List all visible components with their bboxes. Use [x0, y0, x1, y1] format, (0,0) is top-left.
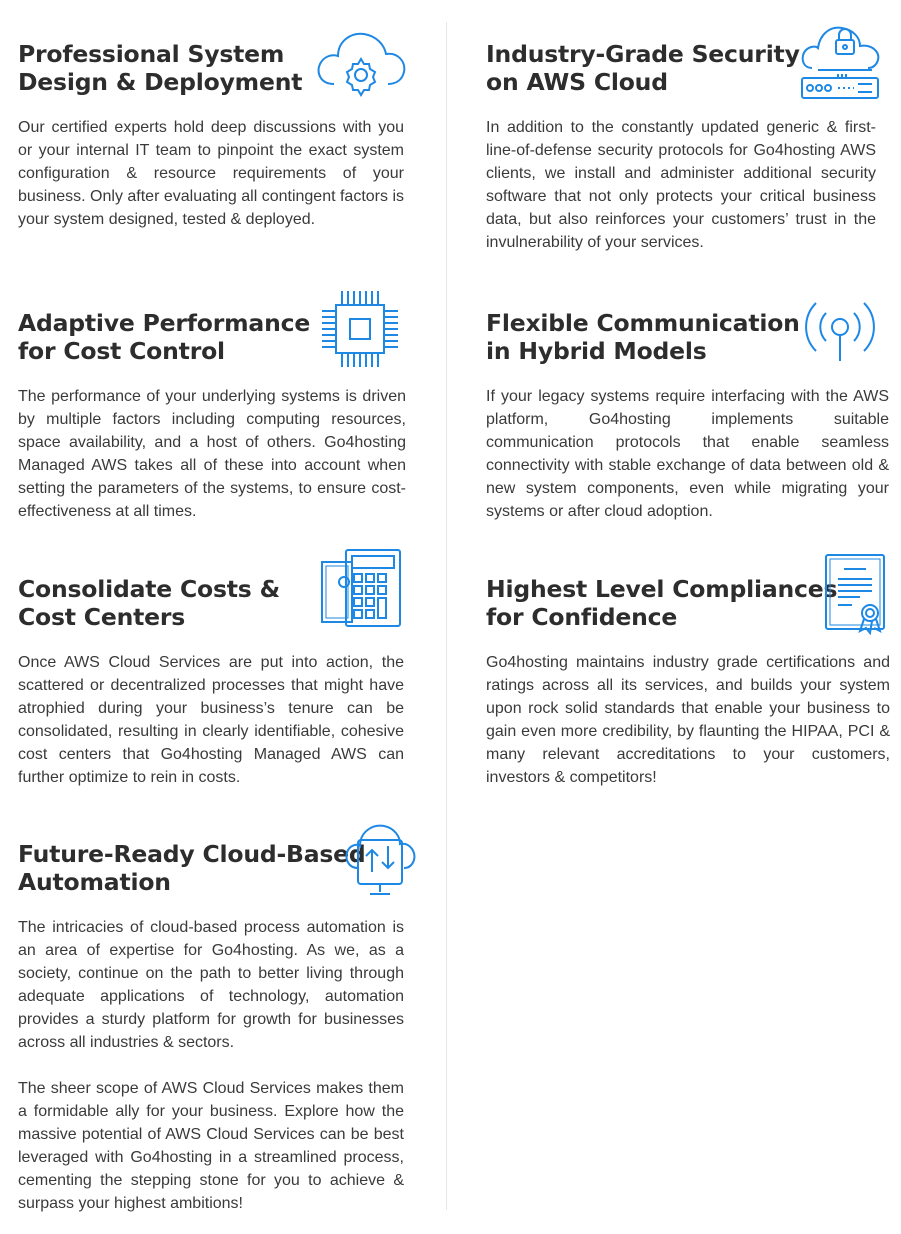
- feature-description: The performance of your underlying systems is driven by multiple factors including computing resources, space availability, and a host of others. Go4hosting Managed AWS takes all of these into account when setting the parameters of the systems, to ensure cost-effectiveness at all times.: [18, 388, 406, 520]
- feature-flexible-communication: [486, 309, 891, 529]
- cloud-lock-server-icon: [798, 18, 882, 102]
- cloud-monitor-sync-icon: [344, 820, 416, 898]
- feature-description: If your legacy systems require interfacing with the AWS platform, Go4hosting implements suitable communication protocols that enable seamless connectivity with stable exchange of data between old & new system components, even while migrating your systems or after cloud adoption.: [486, 388, 889, 520]
- feature-description: Go4hosting maintains industry grade certifications and ratings across all its services, and builds your system upon rock solid standards that enable your business to gain even more credibility, by flaunting the HIPAA, PCI & many relevant accreditations to your customers, investors & competitors!: [486, 654, 890, 786]
- feature-title: Industry-Grade Security on AWS Cloud: [486, 40, 800, 96]
- feature-description: Once AWS Cloud Services are put into action, the scattered or decentralized processes that might have atrophied during your business’s tenure can be consolidated, resulting in clearly identifiable, cohesive cost centers that Go4hosting Managed AWS can further optimize to rein in costs.: [18, 654, 404, 786]
- feature-description: In addition to the constantly updated generic & first-line-of-defense security protocols for Go4hosting AWS clients, we install and administer additional security software that not only protects your critical business data, but also reinforces your customers’ trust in the invulnerability of your services.: [486, 119, 876, 251]
- feature-adaptive-performance: [18, 309, 408, 529]
- feature-title: Adaptive Performance for Cost Control: [18, 309, 311, 365]
- feature-automation: [18, 840, 410, 1220]
- feature-title: Highest Level Compliances for Confidence: [486, 575, 838, 631]
- feature-security: [486, 40, 886, 260]
- certificate-icon: [824, 553, 888, 635]
- feature-title: Consolidate Costs & Cost Centers: [18, 575, 280, 631]
- feature-title: Future-Ready Cloud-Based Automation: [18, 840, 366, 896]
- feature-description: Our certified experts hold deep discussions with you or your internal IT team to pinpoint the exact system configuration & resource requirements of your business. Only after evaluating all contingent factors is your system designed, tested & deployed.: [18, 119, 404, 228]
- cloud-gear-icon: [314, 26, 408, 102]
- feature-compliances: [486, 575, 891, 795]
- column-divider: [446, 22, 447, 1210]
- calculator-money-icon: [320, 548, 402, 630]
- cpu-chip-icon: [320, 289, 400, 369]
- feature-consolidate-costs: [18, 575, 408, 795]
- feature-title: Flexible Communication in Hybrid Models: [486, 309, 800, 365]
- antenna-signal-icon: [802, 295, 878, 365]
- feature-system-design: [18, 40, 408, 240]
- feature-title: Professional System Design & Deployment: [18, 40, 303, 96]
- feature-description: The intricacies of cloud-based process automation is an area of expertise for Go4hosting. As we, as a society, continue on the path to better living through adequate applications of technology, automation provides a sturdy platform for growth for businesses across all industries & sectors. The sheer scope of AWS Cloud Services makes them a formidable ally for your business. Explore how the massive potential of AWS Cloud Services can be best leveraged with Go4hosting in a streamlined process, cementing the stepping stone for you to achieve & surpass your highest ambitions!: [18, 919, 404, 1212]
